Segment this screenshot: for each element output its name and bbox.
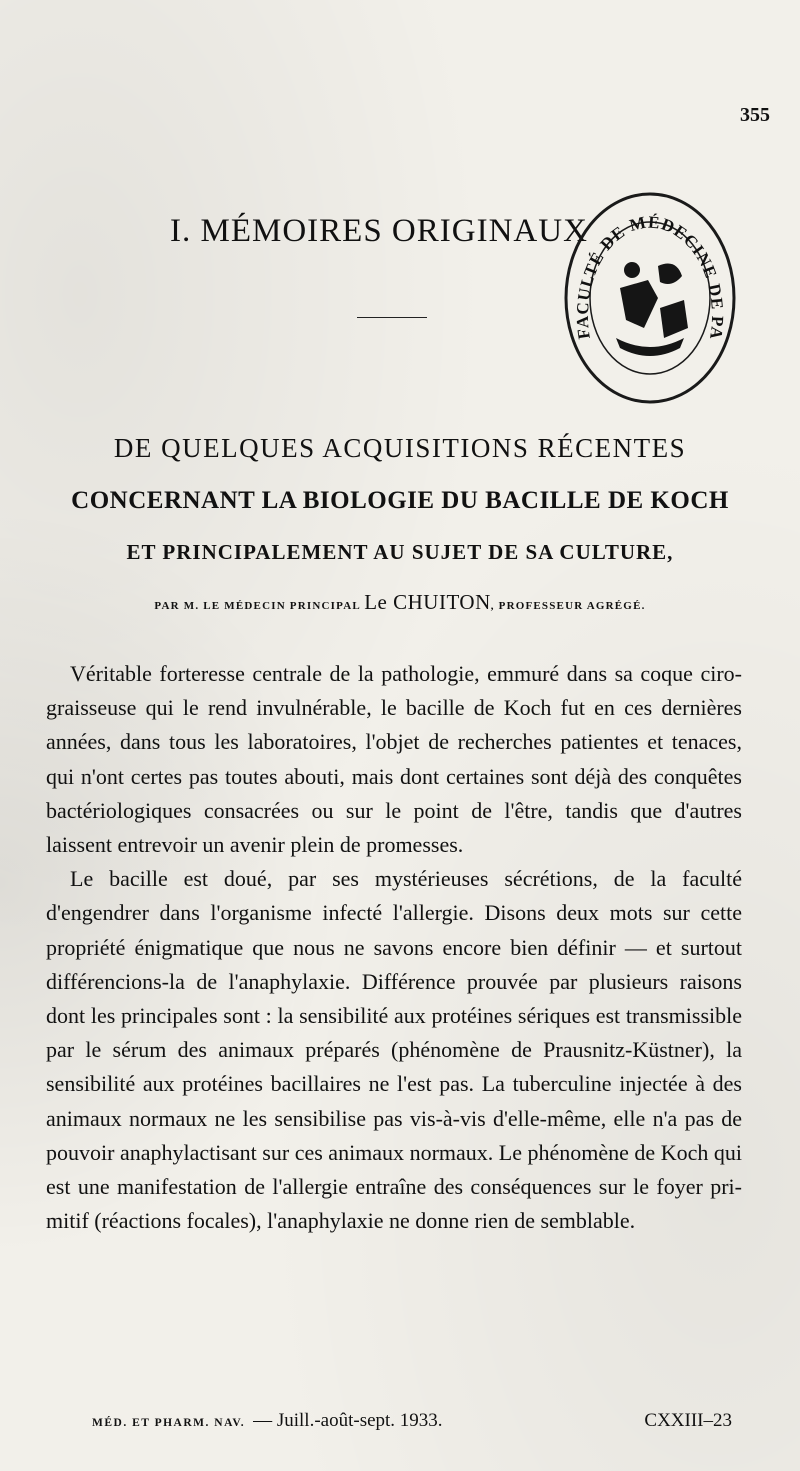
article-body xyxy=(46,657,742,1238)
byline xyxy=(40,590,760,615)
article-title-line-1: DE QUELQUES ACQUISITIONS RÉCENTES xyxy=(113,433,687,463)
paragraph: Le bacille est doué, par ses mystérieuses sécrétions, de la faculté d'engendrer dans l'organisme infecté l'allergie. Disons deux mots sur cette propriété énigmatique que nous ne savons encore bien définir — et surtout différencions-la de l'anaphylaxie. Différence prouvée par plusieurs raisons dont les principales sont : la sensibilité aux protéines sériques est transmissible par le sérum des animaux préparés (phénomène de Prausnitz-Küstner), la sensibilité aux protéines bacillaires ne l'est pas. La tuberculine injectée à des animaux normaux ne les sensibilise pas vis-à-vis d'elle-même, elle n'a pas de pouvoir anaphylactisant sur ces animaux normaux. Le phénomène de Koch qui est une manifestation de l'allergie entraîne des conséquences sur le foyer primitif (réactions focales), l'anaphylaxie ne donne rien de semblable. xyxy=(46,866,742,1234)
footer-journal: MÉD. ET PHARM. NAV. xyxy=(92,1417,246,1429)
article-title-line-2: CONCERNANT LA BIOLOGIE DU BACILLE DE KOCH xyxy=(71,487,729,514)
title-divider xyxy=(357,317,427,318)
author-name: Le CHUITON xyxy=(364,590,491,614)
footer-date: — Juill.-août-sept. 1933. xyxy=(253,1410,443,1431)
footer-signature: CXXIII–23 xyxy=(644,1410,732,1431)
section-title: I. MÉMOIRES ORIGINAUX xyxy=(170,213,588,249)
stamp-text: FACULTÉ DE MÉDECINE DE PA xyxy=(572,212,728,342)
byline-prefix: PAR M. LE MÉDECIN PRINCIPAL xyxy=(154,600,361,612)
library-stamp xyxy=(560,188,740,406)
page-footer xyxy=(92,1410,732,1432)
byline-suffix: , PROFESSEUR AGRÉGÉ. xyxy=(490,600,646,612)
paragraph: Véritable forteresse centrale de la pathologie, emmuré dans sa coque ciro-graisseuse qui le rend invulnérable, le bacille de Koch fut en ces dernières années, dans tous les laboratoires, l'objet de recherches patientes et tenaces, qui n'ont certes pas toutes abouti, mais dont certaines sont déjà des conquêtes bactériologiques consacrées ou sur le point de l'être, tandis que d'autres laissent entrevoir un avenir plein de promesses. xyxy=(46,661,742,858)
article-title-line-3: ET PRINCIPALEMENT AU SUJET DE SA CULTURE, xyxy=(126,540,674,564)
page-number: 355 xyxy=(740,104,770,126)
